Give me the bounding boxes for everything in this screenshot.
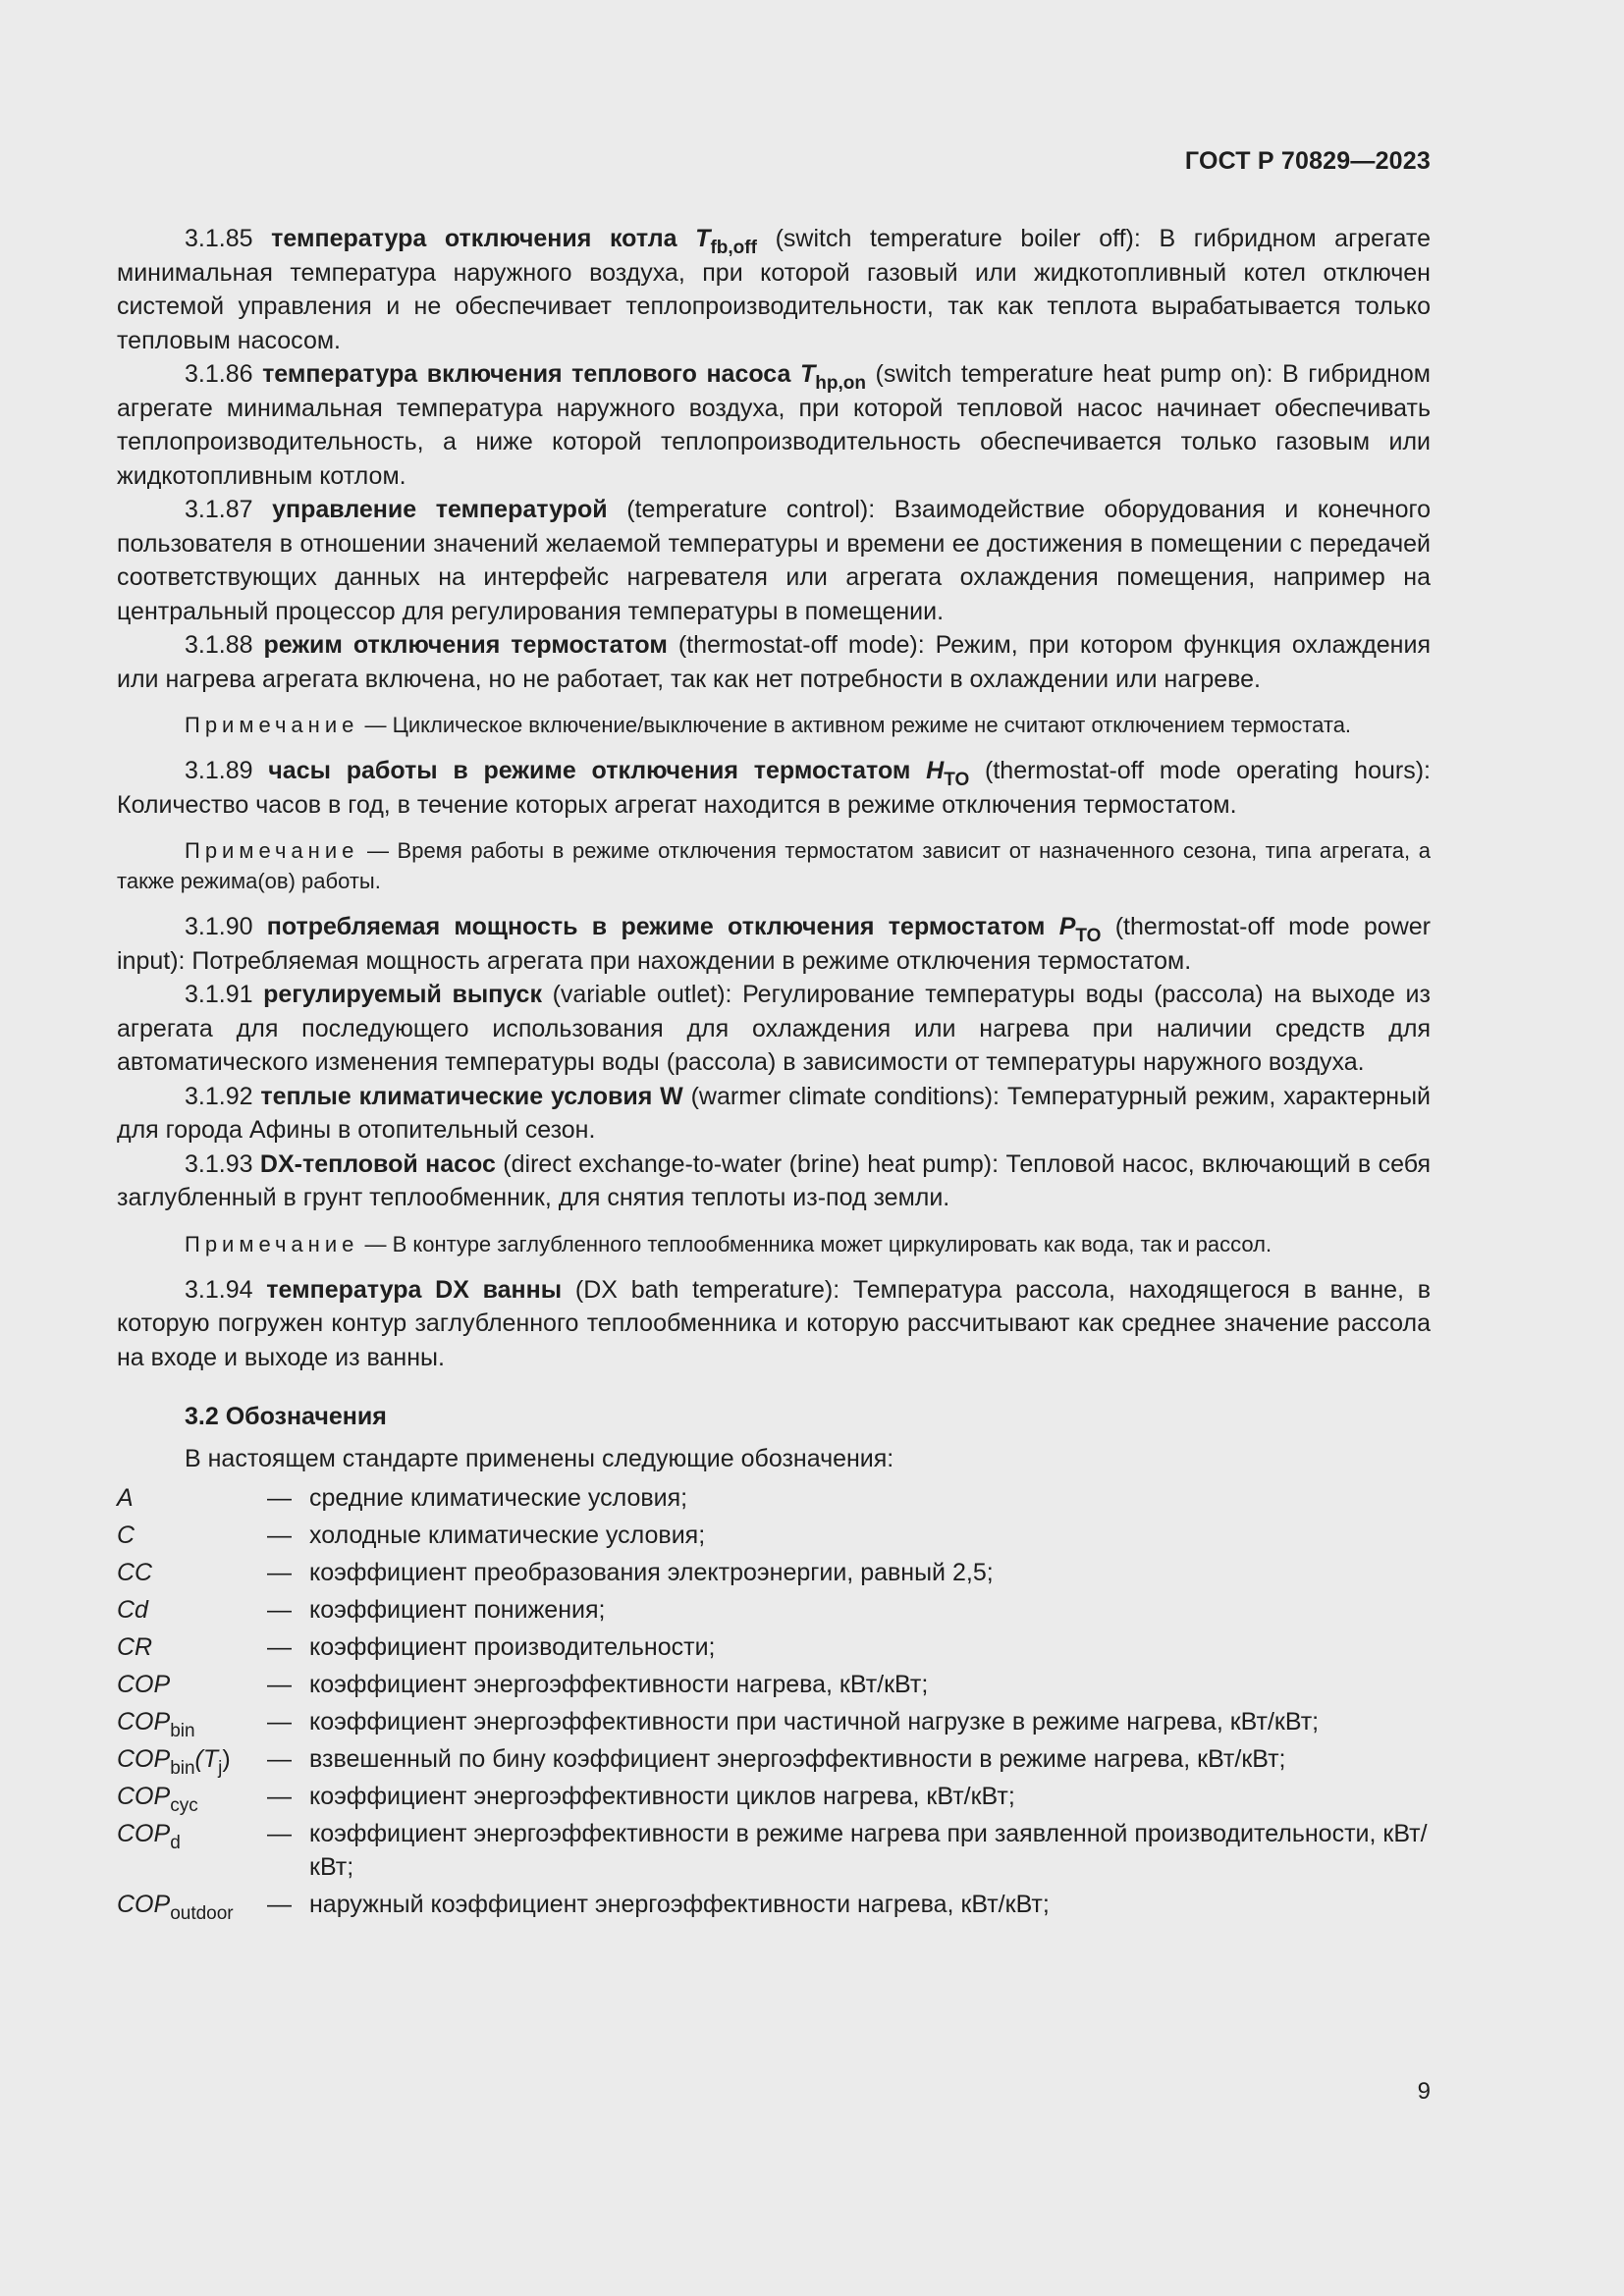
term-number: 3.1.86 — [185, 360, 253, 388]
term-name: часы работы в режиме отключения термостатом — [268, 757, 911, 784]
term-3-1-87 — [117, 493, 1431, 628]
term-3-1-90 — [117, 910, 1431, 978]
symbol-description: коэффициент энергоэффективности нагрева, кВт/кВт; — [309, 1671, 929, 1698]
term-symbol: T — [799, 360, 816, 388]
section-intro: В настоящем стандарте применены следующие обозначения: — [185, 1444, 894, 1472]
term-name: регулируемый выпуск — [263, 981, 542, 1008]
term-3-1-86 — [117, 357, 1431, 493]
symbol-main: C — [117, 1522, 135, 1549]
term-number: 3.1.87 — [185, 496, 253, 523]
page-body — [117, 222, 1431, 1923]
term-number: 3.1.89 — [185, 757, 253, 784]
page-number: 9 — [1417, 2078, 1431, 2105]
symbol-description: наружный коэффициент энергоэффективности нагрева, кВт/кВт; — [309, 1891, 1050, 1918]
symbol-dash: — — [267, 1891, 292, 1918]
symbol-dash: — — [267, 1596, 292, 1624]
symbol-main: CR — [117, 1633, 153, 1661]
symbol-name — [117, 1703, 267, 1740]
symbol-name — [117, 1886, 267, 1923]
symbol-row — [117, 1591, 1431, 1629]
term-name: DX-тепловой насос — [259, 1149, 496, 1178]
symbol-row — [117, 1703, 1431, 1740]
note-1 — [117, 710, 1431, 740]
symbol-suffix-end: ) — [222, 1745, 231, 1773]
term-definition: (warmer climate conditions): Температурный режим, характерный для города Афины в отопительный сезон. — [117, 1082, 1431, 1144]
term-definition: (DX bath temperature): Температура рассола, находящегося в ванне, в которую погружен контур заглубленного теплообменника и которую рассчитывают как среднее значение рассола на входе и выходе из ванны. — [117, 1275, 1432, 1371]
symbol-description: средние климатические условия; — [309, 1484, 688, 1512]
term-definition: (switch temperature heat pump on): В гибридном агрегате минимальная температура наружного воздуха, при которой тепловой насос начинает обеспечивать теплопроизводительность, а ниже которой теплопроизводительность обеспечивается только газовым или жидкотопливным котлом. — [117, 360, 1431, 490]
term-3-1-85 — [117, 222, 1431, 357]
term-definition: (thermostat-off mode power input): Потребляемая мощность агрегата при нахождении в режиме отключения термостатом. — [117, 913, 1431, 975]
symbol-name — [117, 1629, 267, 1666]
symbol-subscript: cyc — [170, 1795, 198, 1816]
symbol-row — [117, 1778, 1431, 1815]
term-number: 3.1.94 — [185, 1275, 253, 1304]
note-text: — Циклическое включение/выключение в активном режиме не считают отключением термостата. — [364, 713, 1352, 737]
term-symbol: H — [926, 757, 945, 784]
term-number: 3.1.88 — [185, 631, 253, 659]
symbol-description: коэффициент преобразования электроэнергии, равный 2,5; — [309, 1559, 994, 1586]
term-symbol-subscript: fb,off — [710, 238, 757, 258]
symbol-name — [117, 1815, 267, 1886]
symbol-main: COP — [117, 1783, 171, 1810]
symbol-suffix-subscript: j — [218, 1758, 223, 1779]
symbol-subscript: outdoor — [170, 1903, 234, 1924]
symbol-name — [117, 1554, 267, 1591]
symbol-name — [117, 1479, 267, 1517]
symbol-subscript: bin — [170, 1758, 195, 1779]
symbol-name — [117, 1778, 267, 1815]
symbol-description: холодные климатические условия; — [309, 1522, 706, 1549]
note-3 — [117, 1229, 1431, 1259]
symbol-dash: — — [267, 1820, 292, 1847]
symbol-main: Cd — [117, 1596, 148, 1624]
symbol-dash: — — [267, 1745, 292, 1773]
term-number: 3.1.90 — [185, 913, 253, 940]
symbol-name — [117, 1666, 267, 1703]
note-label: Примечание — [185, 838, 359, 863]
symbol-row — [117, 1517, 1431, 1554]
symbol-main: CC — [117, 1559, 153, 1586]
note-label: Примечание — [185, 713, 359, 737]
symbol-main: COP — [117, 1745, 171, 1773]
symbol-dash: — — [267, 1671, 292, 1698]
term-definition: (thermostat-off mode): Режим, при котором функция охлаждения или нагрева агрегата включена, но не работает, так как нет потребности в охлаждении или нагреве. — [117, 631, 1431, 693]
term-name: потребляемая мощность в режиме отключения термостатом — [266, 913, 1046, 940]
symbol-dash: — — [267, 1484, 292, 1512]
symbol-dash: — — [267, 1708, 292, 1735]
symbol-subscript: d — [170, 1833, 181, 1853]
term-number: 3.1.93 — [185, 1149, 253, 1178]
term-symbol-subscript: TO — [1075, 926, 1102, 946]
term-definition: (thermostat-off mode operating hours): Количество часов в год, в течение которых агрегат находится в режиме отключения термостатом. — [117, 757, 1431, 819]
term-name: температура отключения котла — [271, 225, 677, 252]
symbol-dash: — — [267, 1522, 292, 1549]
symbol-row — [117, 1479, 1431, 1517]
term-definition: (direct exchange-to-water (brine) heat pump): Тепловой насос, включающий в себя заглубленный в грунт теплообменник, для снятия теплоты из-под земли. — [117, 1149, 1431, 1211]
symbol-description: коэффициент энергоэффективности при частичной нагрузке в режиме нагрева, кВт/кВт; — [309, 1708, 1320, 1735]
term-definition: (switch temperature boiler off): В гибридном агрегате минимальная температура наружного воздуха, при которой газовый или жидкотопливный котел отключен системой управления и не обеспечивает теплопроизводительности, так как теплота вырабатывается только тепловым насосом. — [117, 225, 1431, 354]
term-3-1-94 — [117, 1273, 1431, 1375]
term-number: 3.1.92 — [185, 1082, 253, 1110]
term-name: управление температурой — [272, 496, 608, 523]
term-symbol: P — [1058, 913, 1076, 940]
term-name: режим отключения термостатом — [263, 631, 668, 659]
symbol-row — [117, 1554, 1431, 1591]
term-number: 3.1.91 — [185, 981, 253, 1008]
term-number: 3.1.85 — [185, 225, 253, 252]
symbol-main: A — [117, 1484, 134, 1512]
symbol-suffix: (T — [194, 1745, 219, 1773]
symbol-description: коэффициент энергоэффективности в режиме нагрева при заявленной производительности, кВт/кВт; — [309, 1820, 1428, 1881]
term-definition: (variable outlet): Регулирование температуры воды (рассола) на выходе из агрегата для последующего использования для охлаждения или нагрева при наличии средств для автоматического изменения температуры воды (рассола) в зависимости от температуры наружного воздуха. — [117, 981, 1431, 1076]
symbol-subscript: bin — [170, 1721, 195, 1741]
term-name: температура включения теплового насоса — [262, 360, 791, 388]
symbol-dash: — — [267, 1559, 292, 1586]
term-name: температура DX ванны — [266, 1275, 563, 1304]
symbol-row — [117, 1815, 1431, 1886]
note-2 — [117, 835, 1431, 896]
term-3-1-89 — [117, 754, 1431, 822]
symbol-main: COP — [117, 1671, 171, 1698]
term-3-1-91 — [117, 978, 1431, 1080]
symbols-list — [117, 1479, 1431, 1923]
symbol-description: коэффициент энергоэффективности циклов нагрева, кВт/кВт; — [309, 1783, 1015, 1810]
term-3-1-93 — [117, 1148, 1431, 1215]
symbol-main: COP — [117, 1891, 171, 1918]
symbol-name — [117, 1591, 267, 1629]
symbol-row — [117, 1740, 1431, 1778]
term-name: теплые климатические условия W — [260, 1082, 683, 1110]
symbol-main: COP — [117, 1820, 171, 1847]
term-3-1-92 — [117, 1080, 1431, 1148]
note-label: Примечание — [185, 1231, 359, 1256]
symbol-row — [117, 1629, 1431, 1666]
term-3-1-88 — [117, 628, 1431, 696]
symbol-main: COP — [117, 1708, 171, 1735]
term-symbol-subscript: TO — [944, 770, 970, 790]
symbol-row — [117, 1886, 1431, 1923]
symbol-description: коэффициент понижения; — [309, 1596, 606, 1624]
note-text: — Время работы в режиме отключения термостатом зависит от назначенного сезона, типа агрегата, а также режима(ов) работы. — [117, 838, 1431, 893]
symbol-name — [117, 1740, 267, 1778]
section-title: 3.2 Обозначения — [185, 1403, 387, 1430]
document-code: ГОСТ Р 70829—2023 — [1184, 147, 1431, 175]
term-symbol-subscript: hp,on — [815, 373, 866, 394]
symbol-description: коэффициент производительности; — [309, 1633, 716, 1661]
symbol-name — [117, 1517, 267, 1554]
note-text: — В контуре заглубленного теплообменника может циркулировать как вода, так и рассол. — [364, 1231, 1272, 1256]
symbol-dash: — — [267, 1783, 292, 1810]
term-definition: (temperature control): Взаимодействие оборудования и конечного пользователя в отношении значений желаемой температуры и времени ее достижения в помещении с передачей соответствующих данных на интерфейс нагревателя или агрегата охлаждения помещения, например на центральный процессор для регулирования температуры в помещении. — [117, 496, 1431, 625]
symbol-description: взвешенный по бину коэффициент энергоэффективности в режиме нагрева, кВт/кВт; — [309, 1745, 1286, 1773]
symbol-dash: — — [267, 1633, 292, 1661]
term-symbol: T — [695, 225, 711, 252]
symbol-row — [117, 1666, 1431, 1703]
